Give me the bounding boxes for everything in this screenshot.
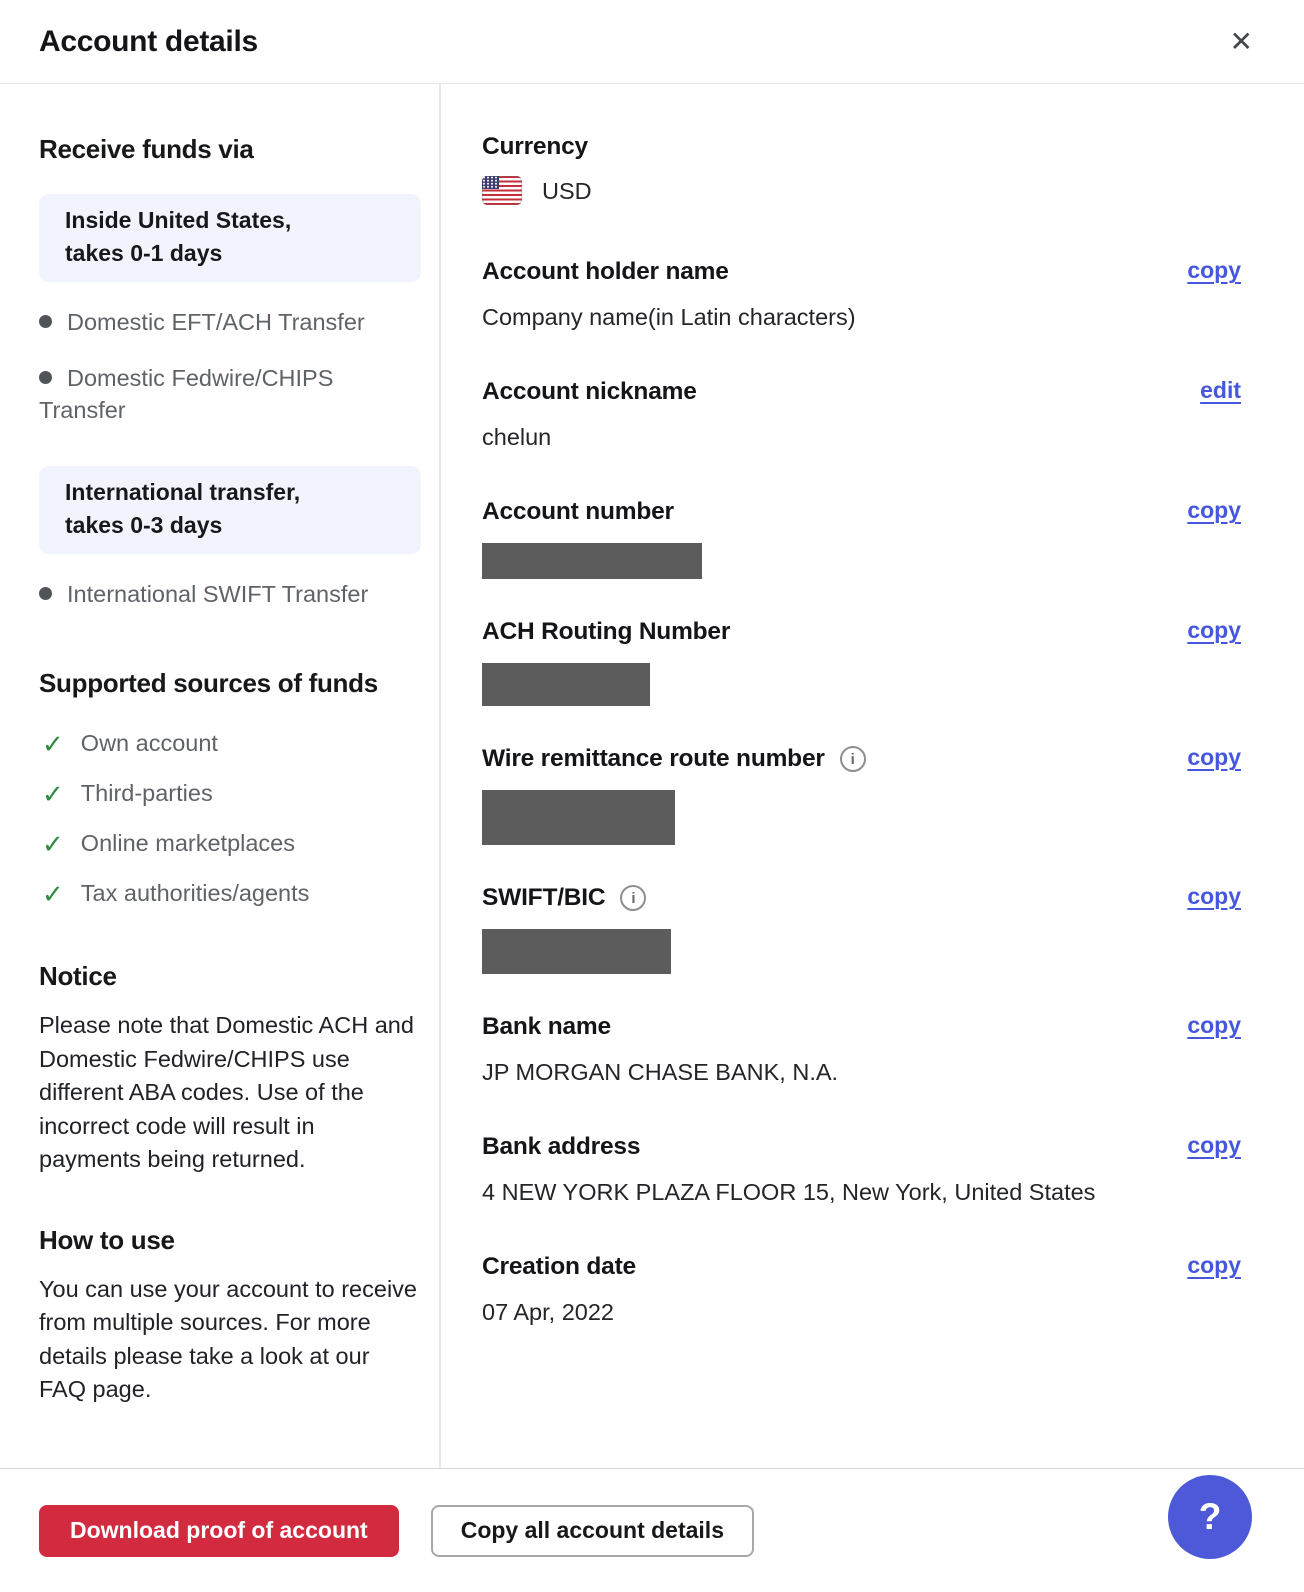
copy-account-number-link[interactable]: copy — [1187, 497, 1241, 523]
source-label: Third-parties — [80, 780, 213, 806]
creation-date-label: Creation date — [482, 1253, 636, 1280]
account-holder-value: Company name(in Latin characters) — [482, 304, 856, 330]
field-bank-name — [482, 1012, 1241, 1086]
help-button[interactable]: ? — [1168, 1475, 1252, 1559]
field-swift-bic — [482, 883, 1241, 974]
receive-funds-heading: Receive funds via — [39, 134, 254, 164]
redacted-wire-route — [482, 790, 675, 845]
bank-name-label: Bank name — [482, 1013, 611, 1040]
international-line2: takes 0-3 days — [65, 512, 223, 538]
supported-sources-heading: Supported sources of funds — [39, 668, 378, 698]
details-panel — [441, 84, 1304, 1468]
inside-us-line2: takes 0-1 days — [65, 240, 223, 266]
international-highlight — [39, 466, 421, 554]
bank-name-value: JP MORGAN CHASE BANK, N.A. — [482, 1059, 839, 1085]
account-number-label: Account number — [482, 498, 674, 525]
currency-label: Currency — [482, 133, 588, 160]
close-icon[interactable]: ✕ — [1226, 24, 1257, 60]
method-label: International SWIFT Transfer — [67, 581, 369, 607]
bullet-icon — [39, 371, 52, 384]
list-item-third-parties — [42, 780, 421, 807]
edit-nickname-link[interactable]: edit — [1200, 377, 1241, 403]
modal-body — [0, 84, 1304, 1468]
source-label: Own account — [80, 730, 218, 756]
account-nickname-value: chelun — [482, 424, 552, 450]
copy-bank-name-link[interactable]: copy — [1187, 1012, 1241, 1038]
copy-creation-date-link[interactable]: copy — [1187, 1252, 1241, 1278]
check-icon: ✓ — [42, 828, 64, 859]
inside-us-highlight — [39, 194, 421, 282]
field-account-number — [482, 497, 1241, 579]
redacted-account-number — [482, 543, 702, 579]
info-icon[interactable]: i — [840, 746, 866, 772]
bank-address-label: Bank address — [482, 1133, 641, 1160]
download-proof-button[interactable]: Download proof of account — [39, 1505, 399, 1557]
modal-header — [0, 0, 1304, 84]
bullet-icon — [39, 315, 52, 328]
field-account-holder-name — [482, 257, 1241, 331]
wire-route-label: Wire remittance route number — [482, 745, 825, 772]
inside-us-line1: Inside United States, — [65, 207, 292, 233]
redacted-swift-bic — [482, 929, 671, 974]
copy-account-holder-link[interactable]: copy — [1187, 257, 1241, 283]
copy-ach-routing-link[interactable]: copy — [1187, 617, 1241, 643]
bank-address-value: 4 NEW YORK PLAZA FLOOR 15, New York, United States — [482, 1179, 1096, 1205]
method-label: Domestic Fedwire/CHIPS Transfer — [39, 365, 334, 423]
how-to-use-heading: How to use — [39, 1224, 175, 1255]
creation-date-value: 07 Apr, 2022 — [482, 1299, 614, 1325]
list-item-domestic-ach — [39, 306, 421, 338]
field-account-nickname — [482, 377, 1241, 451]
account-nickname-label: Account nickname — [482, 378, 697, 405]
list-item-online-marketplaces — [42, 830, 421, 857]
list-item-tax-authorities — [42, 880, 421, 907]
notice-heading: Notice — [39, 961, 117, 991]
us-flag-icon — [482, 176, 522, 205]
source-label: Online marketplaces — [80, 830, 296, 856]
swift-bic-label: SWIFT/BIC — [482, 884, 606, 911]
modal-footer — [0, 1468, 1304, 1592]
field-ach-routing-number — [482, 617, 1241, 706]
copy-swift-bic-link[interactable]: copy — [1187, 883, 1241, 909]
redacted-ach-routing — [482, 663, 650, 706]
check-icon: ✓ — [42, 778, 64, 809]
field-creation-date — [482, 1252, 1241, 1326]
list-item-international-swift — [39, 578, 421, 610]
list-item-own-account — [42, 730, 421, 757]
copy-wire-route-link[interactable]: copy — [1187, 744, 1241, 770]
how-to-use-text: You can use your account to receive from multiple sources. For more details please take a look at our FAQ page. — [39, 1275, 417, 1402]
field-currency — [482, 132, 1241, 205]
field-bank-address — [482, 1132, 1241, 1206]
source-label: Tax authorities/agents — [80, 880, 310, 906]
copy-bank-address-link[interactable]: copy — [1187, 1132, 1241, 1158]
bullet-icon — [39, 587, 52, 600]
check-icon: ✓ — [42, 878, 64, 909]
field-wire-remittance-route — [482, 744, 1241, 845]
method-label: Domestic EFT/ACH Transfer — [67, 309, 365, 335]
currency-value: USD — [542, 177, 592, 204]
copy-all-details-button[interactable]: Copy all account details — [431, 1505, 754, 1557]
notice-text: Please note that Domestic ACH and Domestic Fedwire/CHIPS use different ABA codes. Use of the incorrect code will result in payments being returned. — [39, 1012, 414, 1172]
list-item-domestic-fedwire — [39, 362, 421, 426]
account-holder-label: Account holder name — [482, 258, 729, 285]
ach-routing-label: ACH Routing Number — [482, 618, 731, 645]
sidebar — [0, 84, 441, 1468]
page-title: Account details — [39, 24, 258, 58]
check-icon: ✓ — [42, 728, 64, 759]
info-icon[interactable]: i — [620, 885, 646, 911]
international-line1: International transfer, — [65, 479, 301, 505]
